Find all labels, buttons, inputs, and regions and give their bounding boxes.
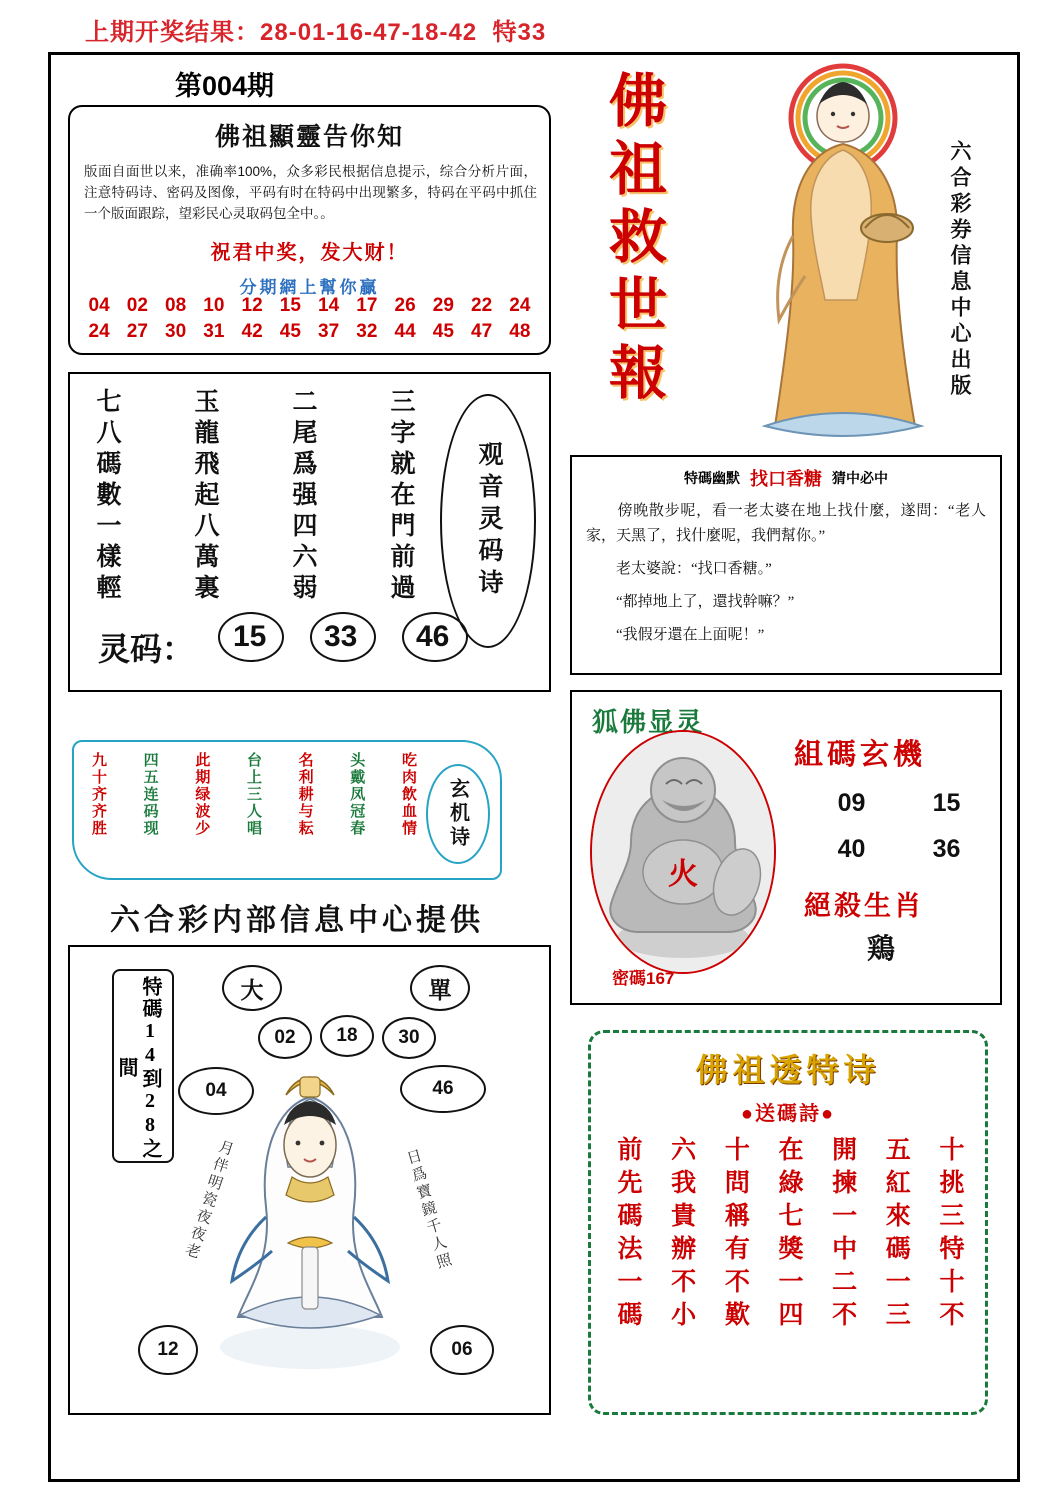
num: 47	[471, 321, 493, 342]
num: 24	[509, 295, 531, 316]
num: 04	[88, 295, 110, 316]
poem-columns	[88, 388, 418, 628]
num: 15	[279, 295, 301, 316]
notice-row-1-right	[310, 293, 540, 319]
lingma-number: 15	[233, 620, 267, 653]
issue-number: 第004期	[175, 71, 275, 101]
xuanji-oval	[426, 764, 490, 864]
zuma-number: 09	[837, 789, 866, 817]
number-ball: 12	[138, 1325, 198, 1375]
last-draw-label: 上期开奖结果：	[85, 19, 260, 46]
notice-title: 佛祖顯靈告你知	[214, 124, 404, 151]
xuanji-columns	[88, 752, 418, 872]
top-result-bar	[0, 0, 1063, 52]
number-ball: 02	[258, 1017, 312, 1059]
num: 17	[356, 295, 378, 316]
tag-odd: 單	[410, 965, 470, 1011]
lingma-number: 46	[416, 620, 450, 653]
poem-column: 三字就在門前過	[387, 388, 414, 605]
number-ball: 06	[430, 1325, 494, 1375]
num: 32	[356, 321, 378, 342]
notice-body: 版面自面世以来，准确率100%，众多彩民根据信息提示，综合分析片面，注意特码诗、密码及图像，平码有时在特码中出现繁多，特码在平码中抓住一个版面跟踪，望彩民心灵取码包全中。。	[84, 164, 537, 221]
tou-columns	[607, 1136, 969, 1334]
xuanji-column: 台上三人唱	[244, 752, 261, 837]
tema-suffix: 之間	[115, 1057, 161, 1160]
mima-code: 密碼167	[612, 969, 675, 988]
joke-tag-left: 特碼幽默	[684, 472, 740, 487]
joke-box	[570, 455, 1002, 675]
xuanji-column: 此期绿波少	[193, 752, 210, 837]
tou-column: 十挑三特十不	[935, 1136, 963, 1334]
notice-box	[68, 105, 551, 355]
laughing-buddha-illustration	[592, 732, 774, 972]
joke-header	[572, 465, 1000, 491]
xuanji-oval-text: 玄机诗	[446, 778, 469, 850]
poem-column: 玉龍飛起八萬裏	[191, 388, 218, 605]
num: 14	[318, 295, 340, 316]
joke-line: 老太婆說：“找口香糖。”	[586, 561, 772, 577]
xuanji-column: 四五连码现	[141, 752, 158, 837]
notice-subtitle: 分期網上幫你贏	[239, 278, 380, 297]
number-ball: 04	[178, 1067, 254, 1115]
lingma-label: 灵码：	[98, 631, 195, 667]
kill-zodiac-label: 絕殺生肖	[804, 891, 924, 921]
tou-column: 六我貴辦不小	[667, 1136, 695, 1334]
notice-row-1-left	[80, 293, 310, 319]
num: 24	[88, 321, 110, 342]
zuma-number: 40	[837, 835, 866, 863]
num: 30	[165, 321, 187, 342]
joke-tag-center: 找口香糖	[750, 469, 822, 489]
laughing-buddha-oval	[590, 730, 776, 974]
zuma-number: 15	[932, 789, 961, 817]
num: 45	[432, 321, 454, 342]
guanyin-image-box	[68, 945, 551, 1415]
notice-number-grid	[80, 293, 539, 345]
guanyin-illustration	[180, 1047, 440, 1377]
poem-oval-title	[440, 394, 536, 648]
provider-line: 六合彩内部信息中心提供	[110, 904, 484, 937]
joke-line: 傍晚散步呢，看一老太婆在地上找什麼，遂問：“老人家，天黑了，找什麼呢，我們幫你。”	[586, 503, 986, 544]
joke-tag-right: 猜中必中	[832, 472, 888, 487]
num: 37	[318, 321, 340, 342]
zuma-number-row	[804, 780, 994, 826]
kill-zodiac-value: 鶏	[867, 934, 896, 965]
svg-text:火: 火	[668, 858, 698, 891]
num: 08	[165, 295, 187, 316]
zuma-number: 36	[932, 835, 961, 863]
num: 26	[394, 295, 416, 316]
fox-title: 狐佛显灵	[592, 708, 705, 737]
joke-line: “我假牙還在上面呢！”	[586, 627, 765, 643]
tema-end: 28	[139, 1090, 161, 1138]
number-ball: 18	[320, 1015, 374, 1057]
masthead-publisher: 六合彩券信息中心出版	[948, 140, 972, 400]
last-draw-numbers: 28-01-16-47-18-42	[260, 19, 478, 46]
notice-row-2-left	[80, 319, 310, 345]
zuma-number-row	[804, 826, 994, 872]
notice-row-2-right	[310, 319, 540, 345]
poem-oval-title-text: 观音灵码诗	[475, 441, 502, 601]
lingma-number: 33	[324, 620, 358, 653]
num: 10	[203, 295, 225, 316]
poem-column: 七八碼數一樣輕	[93, 388, 120, 605]
tema-range-text	[114, 975, 162, 1161]
xuanji-column: 九十齐齐胜	[90, 752, 106, 837]
notice-wish: 祝君中奖，发大财！	[210, 242, 409, 264]
num: 44	[394, 321, 416, 342]
side-text-right: 日爲寶鏡千人照	[402, 1147, 454, 1273]
xuanji-poem-box	[72, 740, 502, 880]
tema-to-label: 到	[139, 1068, 161, 1090]
num: 45	[279, 321, 301, 342]
num: 48	[509, 321, 531, 342]
tema-range-box	[112, 969, 174, 1163]
last-draw-special: 特33	[492, 19, 547, 46]
tag-big: 大	[222, 965, 282, 1011]
num: 22	[471, 295, 493, 316]
tou-column: 十問稱有不歎	[721, 1136, 749, 1334]
zuma-numbers	[804, 780, 994, 872]
zuma-box	[570, 690, 1002, 1005]
tou-title: 佛祖透特诗	[695, 1052, 881, 1088]
number-ball: 46	[400, 1065, 486, 1113]
tou-te-poem-box	[588, 1030, 988, 1415]
guanyin-poem-box	[68, 372, 551, 692]
joke-line: “都掉地上了，還找幹嘛？”	[586, 594, 795, 610]
num: 02	[126, 295, 148, 316]
tema-from: 14	[139, 1020, 161, 1068]
tou-column: 在綠七獎一四	[774, 1136, 802, 1334]
number-ball: 30	[382, 1017, 436, 1059]
num: 27	[126, 321, 148, 342]
xuanji-column: 头戴凤冠春	[348, 752, 365, 837]
tema-label: 特碼	[139, 976, 161, 1020]
tou-column: 五紅來碼一三	[882, 1136, 910, 1334]
tou-column: 開揀一中二不	[828, 1136, 856, 1334]
buddha-illustration	[735, 60, 945, 460]
side-text-left: 月伴明瓷夜夜老	[180, 1137, 236, 1263]
last-draw-text	[85, 12, 546, 47]
num: 31	[203, 321, 225, 342]
tou-column: 前先碼法一碼	[614, 1136, 641, 1334]
poem-column: 二尾爲强四六弱	[289, 388, 316, 605]
num: 12	[241, 295, 263, 316]
xuanji-column: 名利耕与耘	[296, 752, 313, 837]
tou-subtitle: ●送碼詩●	[740, 1103, 836, 1125]
zuma-title: 組碼玄機	[794, 739, 927, 771]
masthead-title: 佛祖救世報	[600, 70, 665, 410]
num: 42	[241, 321, 263, 342]
num: 29	[432, 295, 454, 316]
xuanji-column: 吃肉飲血情	[399, 752, 416, 837]
